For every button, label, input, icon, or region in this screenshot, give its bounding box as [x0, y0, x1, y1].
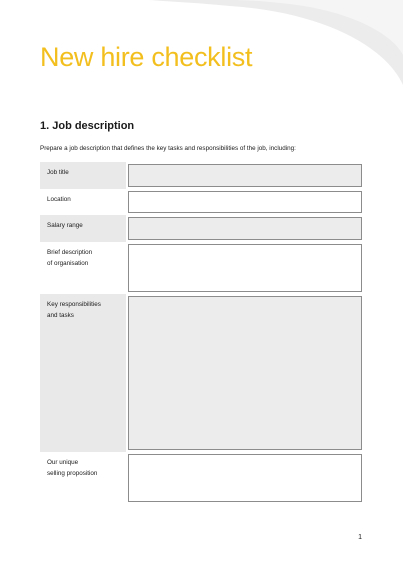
salary-range-row: [40, 215, 362, 242]
location-field[interactable]: [128, 191, 362, 213]
organisation-description-field[interactable]: [128, 244, 362, 292]
section-heading: 1. Job description: [40, 120, 135, 132]
unique-selling-proposition-label: Our unique selling proposition: [47, 459, 98, 477]
job-title-row: [40, 162, 362, 189]
key-responsibilities-row: [40, 294, 362, 452]
page-title: New hire checklist: [40, 42, 253, 72]
location-label: Location: [47, 196, 71, 203]
job-title-field[interactable]: [128, 164, 362, 187]
page-number: 1: [358, 534, 362, 541]
intro-text: Prepare a job description that defines the key tasks and responsibilities of the job, including:: [40, 145, 296, 152]
organisation-description-row: [40, 242, 362, 294]
job-title-label: Job title: [40, 162, 126, 189]
unique-selling-proposition-field[interactable]: [128, 454, 362, 502]
salary-range-label: Salary range: [40, 215, 126, 242]
organisation-description-label: Brief description of organisation: [47, 249, 93, 267]
salary-range-field[interactable]: [128, 217, 362, 240]
key-responsibilities-label: Key responsibilities and tasks: [40, 294, 126, 452]
key-responsibilities-field[interactable]: [128, 296, 362, 450]
location-row: [40, 189, 362, 215]
unique-selling-proposition-row: [40, 452, 362, 504]
